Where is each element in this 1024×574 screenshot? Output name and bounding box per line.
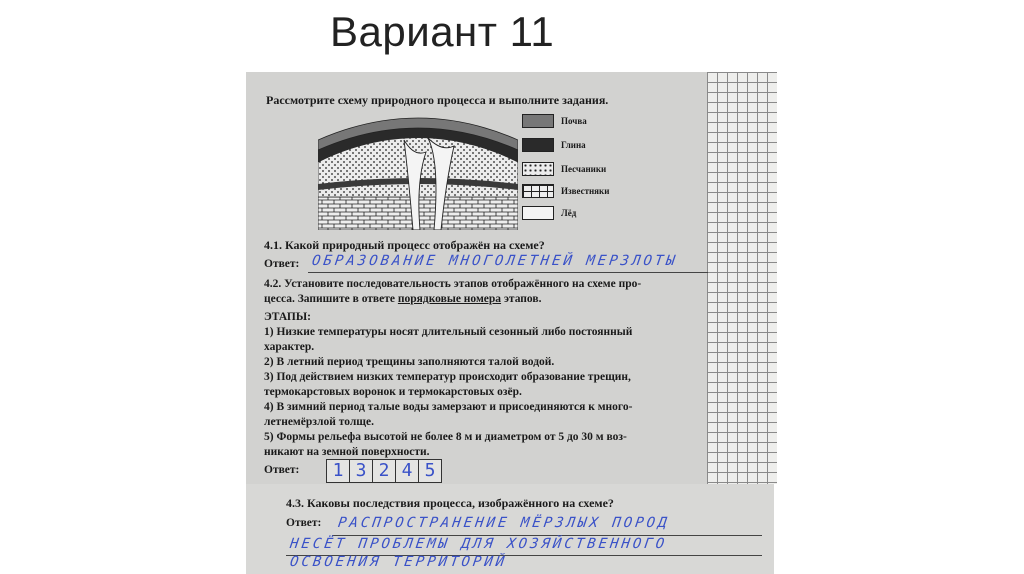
answer-4-3-line1: РАСПРОСТРАНЕНИЕ МЁРЗЛЫХ ПОРОД [336,515,671,531]
answer-label-4-2: Ответ: [264,464,300,476]
question-4-2-emphasis: порядковые номера [397,293,502,305]
answer-label-4-1: Ответ: [264,258,300,270]
question-4-2-tail: этапов. [503,293,542,305]
question-4-2-line2 [264,293,541,305]
stage-line-3: 2) В летний период трещины заполняются талой водой. [264,356,555,368]
stage-line-5: термокарстовых воронок и термокарстовых озёр. [264,386,522,398]
scanned-page-top [246,72,777,484]
question-4-1: 4.1. Какой природный процесс отображён на схеме? [264,238,545,252]
answer-4-1: ОБРАЗОВАНИЕ МНОГОЛЕТНЕЙ МЕРЗЛОТЫ [310,253,679,269]
stage-line-4: 3) Под действием низких температур происходит образование трещин, [264,371,631,383]
task-intro: Рассмотрите схему природного процесса и выполните задания. [266,93,609,107]
question-4-2-line1: 4.2. Установите последовательность этапов отображённого на схеме про- [264,278,642,290]
answer-4-3-line3: ОСВОЕНИЯ ТЕРРИТОРИЙ [288,554,509,570]
legend-label-clay: Глина [561,140,586,150]
answer-box-2: 3 [349,459,373,483]
legend-label-soil: Почва [561,116,587,126]
stages-title: ЭТАПЫ: [264,311,311,323]
legend-label-limestone: Известняки [561,186,610,196]
legend-swatch-soil [522,114,554,128]
stage-line-8: 5) Формы рельефа высотой не более 8 м и диаметром от 5 до 30 м воз- [264,431,627,443]
slide-title: Вариант 11 [330,8,555,55]
answer-box-1: 1 [326,459,350,483]
answer-line-4-1 [308,272,708,273]
legend-swatch-ice [522,206,554,220]
scanned-page-bottom [246,484,774,574]
answer-box-4: 4 [395,459,419,483]
question-4-2-text: цесса. Запишите в ответе [264,293,396,305]
answer-label-4-3: Ответ: [286,517,322,529]
stage-line-1: 1) Низкие температуры носят длительный сезонный либо постоянный [264,326,633,338]
question-4-3: 4.3. Каковы последствия процесса, изображённого на схеме? [286,496,614,510]
answer-box-3: 2 [372,459,396,483]
legend-swatch-clay [522,138,554,152]
stage-line-6: 4) В зимний период талые воды замерзают и присоединяются к много- [264,401,633,413]
stage-line-2: характер. [264,341,315,353]
stage-line-7: летнемёрзлой толще. [264,416,374,428]
answer-4-3-line2: НЕСЁТ ПРОБЛЕМЫ ДЛЯ ХОЗЯЙСТВЕННОГО [288,536,669,552]
answer-box-5: 5 [418,459,442,483]
graph-paper-margin [707,72,777,484]
geology-diagram [318,112,518,230]
legend-label-ice: Лёд [561,208,577,218]
legend-label-sandstone: Песчаники [561,164,607,174]
stage-line-9: никают на земной поверхности. [264,446,430,458]
legend-swatch-sandstone [522,162,554,176]
legend-swatch-limestone [522,184,554,198]
